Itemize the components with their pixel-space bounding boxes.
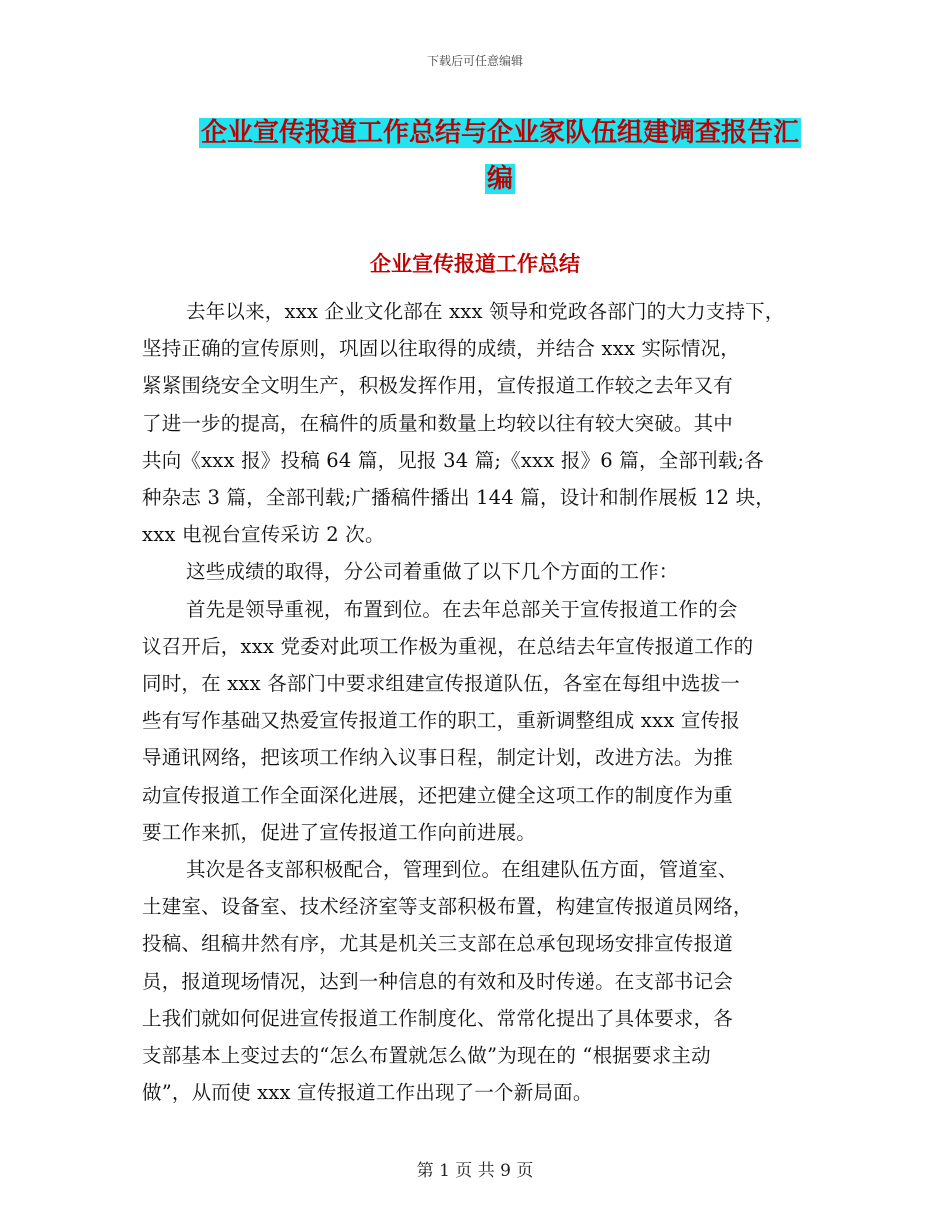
paragraph-2 [142, 553, 832, 590]
section-title: 企业宣传报道工作总结 [370, 251, 580, 276]
page-footer: 第 1 页 共 9 页 [416, 1161, 534, 1181]
text-line: 些有写作基础又热爱宣传报道工作的职工，重新调整组成 xxx 宣传报 [142, 709, 740, 733]
text-line: 支部基本上变过去的“怎么布置就怎么做”为现在的 “根据要求主动 [142, 1044, 711, 1068]
text-line: 动宣传报道工作全面深化进展，还把建立健全这项工作的制度作为重 [142, 783, 734, 807]
text-line: 要工作来抓，促进了宣传报道工作向前进展。 [142, 820, 537, 844]
text-line: 共向《xxx 报》投稿 64 篇，见报 34 篇;《xxx 报》6 篇，全部刊载;各 [142, 448, 764, 472]
text-line: 导通讯网络，把该项工作纳入议事日程，制定计划，改进方法。为推 [142, 746, 734, 770]
text-line: 这些成绩的取得，分公司着重做了以下几个方面的工作： [186, 560, 679, 584]
text-line: 首先是领导重视，布置到位。在去年总部关于宣传报道工作的会 [186, 597, 738, 621]
text-line: 其次是各支部积极配合，管理到位。在组建队伍方面，管道室、 [186, 858, 738, 882]
text-line: 了进一步的提高，在稿件的质量和数量上均较以往有较大突破。其中 [142, 411, 734, 435]
text-line: xxx 电视台宣传采访 2 次。 [142, 523, 385, 547]
document-title-line-2: 编 [486, 164, 513, 194]
document-title-line-1: 企业宣传报道工作总结与企业家队伍组建调查报告汇 [200, 118, 799, 148]
text-line: 坚持正确的宣传原则，巩固以往取得的成绩，并结合 xxx 实际情况， [142, 337, 740, 361]
header-note: 下载后可任意编辑 [426, 54, 523, 68]
text-line: 同时，在 xxx 各部门中要求组建宣传报道队伍，各室在每组中选拔一 [142, 672, 740, 696]
text-line: 紧紧围绕安全文明生产，积极发挥作用，宣传报道工作较之去年又有 [142, 374, 734, 398]
text-line: 上我们就如何促进宣传报道工作制度化、常常化提出了具体要求，各 [142, 1006, 734, 1030]
text-line: 土建室、设备室、技术经济室等支部积极布置，构建宣传报道员网络， [142, 895, 753, 919]
document-title [190, 110, 810, 202]
body-text [142, 293, 832, 1111]
text-line: 员，报道现场情况，达到一种信息的有效和及时传递。在支部书记会 [142, 969, 734, 993]
text-line: 做”，从而使 xxx 宣传报道工作出现了一个新局面。 [142, 1081, 593, 1105]
paragraph-4 [142, 851, 832, 1111]
text-line: 去年以来，xxx 企业文化部在 xxx 领导和党政各部门的大力支持下， [186, 300, 785, 323]
text-line: 议召开后，xxx 党委对此项工作极为重视，在总结去年宣传报道工作的 [142, 634, 754, 658]
text-line: 投稿、组稿井然有序，尤其是机关三支部在总承包现场安排宣传报道 [142, 932, 734, 956]
paragraph-3 [142, 591, 832, 851]
text-line: 种杂志 3 篇，全部刊载;广播稿件播出 144 篇，设计和制作展板 12 块， [142, 486, 775, 510]
paragraph-1 [142, 293, 832, 553]
